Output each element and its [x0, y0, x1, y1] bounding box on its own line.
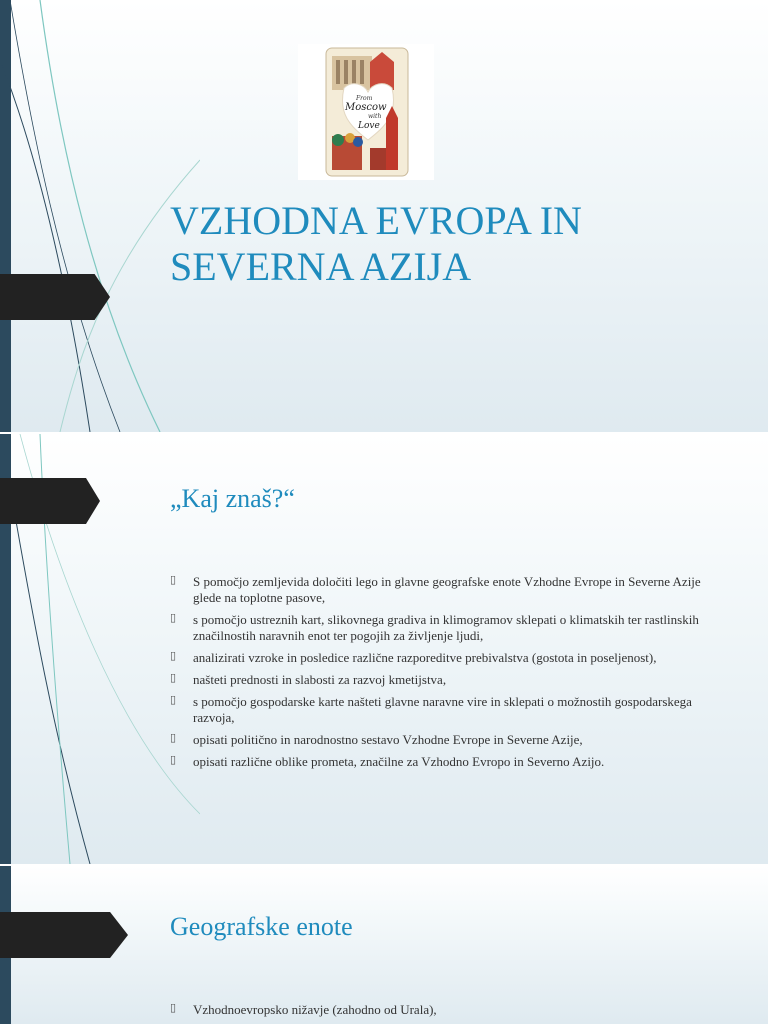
objectives-slide — [0, 434, 768, 864]
bullet-marker: ▯ — [170, 573, 177, 586]
units-list — [170, 1002, 730, 1024]
list-item: ▯ s pomočjo ustreznih kart, slikovnega gradiva in klimogramov sklepati o klimatskih ter rastlinskih značilnostih naravnih enot ter pogojih za življenje ljudi, — [170, 611, 699, 643]
bullet-marker: ▯ — [170, 671, 177, 684]
slide-title: VZHODNA EVROPA IN SEVERNA AZIJA — [170, 198, 582, 289]
geographic-units-slide — [0, 866, 768, 1024]
arrow-marker — [0, 274, 110, 320]
postcard-word-with: with — [368, 113, 382, 120]
list-item: ▯ opisati politično in narodnostno sestavo Vzhodne Evrope in Severne Azije, — [170, 731, 583, 747]
section-heading: „Kaj znaš?“ — [170, 484, 295, 513]
bullet-marker: ▯ — [170, 753, 177, 766]
postcard-word-love: Love — [358, 121, 380, 131]
arrow-marker — [0, 912, 128, 958]
postcard-word-from: From — [356, 95, 373, 102]
arrow-marker — [0, 478, 100, 524]
objectives-list — [170, 574, 730, 776]
list-item: ▯ S pomočjo zemljevida določiti lego in glavne geografske enote Vzhodne Evrope in Severne Azije glede na toplotne pasove, — [170, 573, 701, 605]
list-item: ▯ s pomočjo gospodarske karte našteti glavne naravne vire in sklepati o možnostih gospodarskega razvoja, — [170, 693, 692, 725]
list-item: ▯ opisati različne oblike prometa, značilne za Vzhodno Evropo in Severno Azijo. — [170, 753, 605, 769]
bullet-marker: ▯ — [170, 611, 177, 624]
bullet-marker: ▯ — [170, 649, 177, 662]
list-item: ▯ analizirati vzroke in posledice različne razporeditve prebivalstva (gostota in poseljenost), — [170, 649, 657, 665]
bullet-marker: ▯ — [170, 731, 177, 744]
postcard-word-moscow: Moscow — [345, 102, 387, 113]
title-slide — [0, 0, 768, 432]
list-item: ▯ našteti prednosti in slabosti za razvoj kmetijstva, — [170, 671, 447, 687]
list-item: ▯ Vzhodnoevropsko nižavje (zahodno od Urala), — [170, 1001, 437, 1017]
moscow-postcard-image — [298, 44, 434, 180]
bullet-marker: ▯ — [170, 693, 177, 706]
bullet-marker: ▯ — [170, 1001, 177, 1014]
section-heading: Geografske enote — [170, 912, 353, 941]
